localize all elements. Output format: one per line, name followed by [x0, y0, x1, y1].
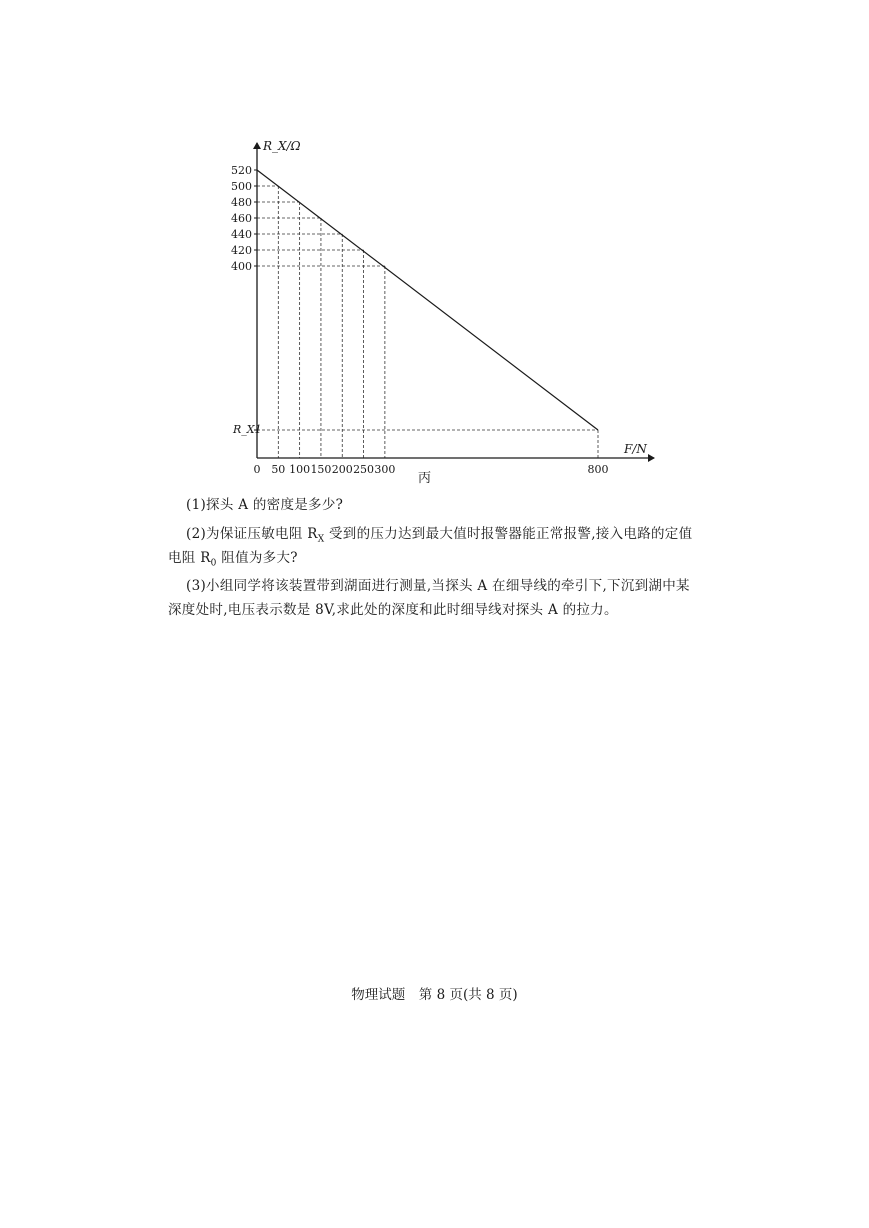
ytick-label: 500 [231, 180, 252, 193]
ytick-label: 440 [231, 228, 252, 241]
question-3-line-1: (3)小组同学将该装置带到湖面进行测量,当探头 A 在细导线的牵引下,下沉到湖中某 [186, 578, 690, 594]
xtick-label: 250 [353, 463, 375, 476]
xtick-label: 800 [587, 463, 609, 476]
ytick-label: 400 [231, 260, 252, 273]
x-axis-label: F/N [624, 442, 647, 456]
ytick-label: 520 [231, 164, 252, 177]
resistance-force-graph [0, 0, 869, 500]
page-footer: 物理试题 第 8 页(共 8 页) [351, 987, 518, 1003]
q2-line2-post: 阻值为多大? [216, 550, 298, 566]
xtick-label: 100 [289, 463, 311, 476]
y-axis-label [262, 139, 301, 153]
q2-line2-pre: 电阻 R [168, 550, 211, 566]
rx-force-line [257, 170, 598, 430]
ytick-label: 420 [231, 244, 252, 257]
xtick-label: 0 [253, 463, 261, 476]
ytick-label: 460 [231, 212, 252, 225]
question-1: (1)探头 A 的密度是多少? [186, 497, 344, 513]
xtick-label: 150 [310, 463, 332, 476]
rx1-label: R_X1 [233, 423, 262, 436]
xtick-label: 50 [271, 463, 286, 476]
y-axis-label-text: R_X/Ω [263, 139, 301, 153]
xtick-label: 300 [374, 463, 396, 476]
question-2-line-2 [168, 546, 298, 576]
q2-sub: X [317, 534, 325, 545]
q2-part1: (2)为保证压敏电阻 R [186, 526, 318, 542]
xtick-label: 200 [331, 463, 353, 476]
q2-part2: 受到的压力达到最大值时报警器能正常报警,接入电路的定值 [324, 526, 693, 542]
question-3-line-2: 深度处时,电压表示数是 8V,求此处的深度和此时细导线对探头 A 的拉力。 [168, 602, 618, 618]
q2-line2-sub: 0 [210, 558, 217, 569]
ytick-label: 480 [231, 196, 252, 209]
figure-caption: 丙 [418, 471, 432, 486]
